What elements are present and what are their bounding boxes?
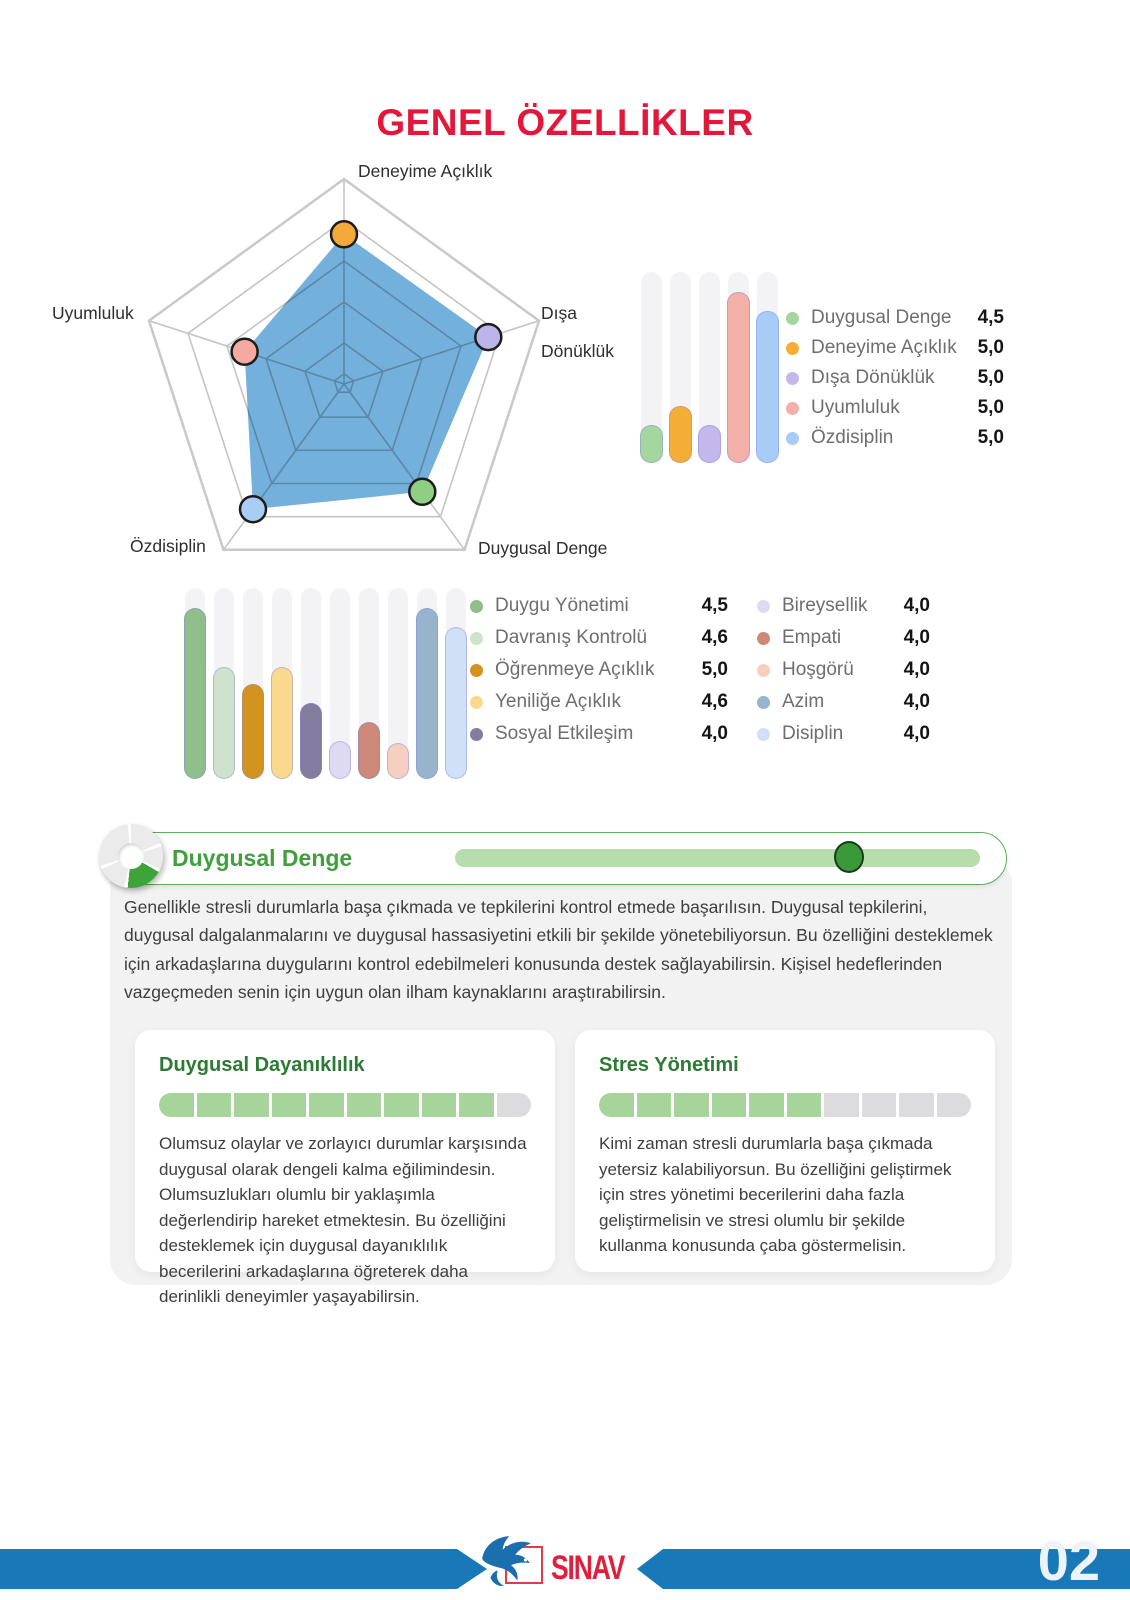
legend-label: Uyumluluk: [811, 397, 900, 418]
progress-segment: [347, 1093, 382, 1117]
legend-item: [757, 590, 930, 622]
legend-color-dot: [757, 728, 770, 741]
bar-track: [670, 272, 691, 462]
bar-fill-davranış-kontrolü: [213, 667, 235, 779]
progress-segment: [497, 1093, 532, 1117]
page-title: GENEL ÖZELLİKLER: [376, 102, 754, 143]
bar-track: [301, 588, 321, 778]
legend-label: Hoşgörü: [782, 659, 854, 680]
legend-color-dot: [757, 664, 770, 677]
progress-segment: [197, 1093, 232, 1117]
legend-item: [470, 718, 728, 750]
legend-label: Empati: [782, 627, 842, 648]
page-number: 02: [1037, 1529, 1100, 1592]
legend-item: [786, 363, 1004, 393]
legend-item: [786, 423, 1004, 453]
progress-segment: [674, 1093, 709, 1117]
legend-item: [757, 718, 930, 750]
legend-label: Duygu Yönetimi: [495, 595, 629, 616]
legend-color-dot: [786, 402, 799, 415]
trait-section-title: Duygusal Denge: [172, 845, 353, 871]
subtraits-legend-left: [470, 590, 728, 750]
bar-track: [214, 588, 234, 778]
eagle-icon: [477, 1533, 539, 1591]
bar-fill-öğrenmeye-açıklık: [242, 684, 264, 779]
donut-chart-icon: [99, 824, 163, 888]
subtraits-legend-right: [757, 590, 930, 750]
bar-fill-sosyal-etkileşim: [300, 703, 322, 779]
legend-label: Azim: [782, 691, 825, 712]
legend-value: 4,5: [701, 595, 728, 616]
legend-color-dot: [757, 696, 770, 709]
progress-segment: [234, 1093, 269, 1117]
radar-data-point: [331, 221, 357, 247]
legend-value: 5,0: [977, 397, 1004, 418]
legend-color-dot: [470, 664, 483, 677]
subtrait-card-duygusal-dayaniklilik: [135, 1030, 555, 1306]
progress-segment: [937, 1093, 972, 1117]
bar-fill-özdisiplin: [756, 311, 779, 463]
radar-data-point: [240, 496, 266, 522]
legend-color-dot: [470, 728, 483, 741]
legend-value: 4,5: [977, 307, 1004, 328]
card-title: Duygusal Dayanıklılık: [159, 1054, 365, 1076]
slider-knob[interactable]: [834, 841, 864, 873]
legend-label: Davranış Kontrolü: [495, 627, 648, 648]
legend-item: [470, 622, 728, 654]
legend-label: Yeniliğe Açıklık: [495, 691, 622, 712]
progress-segment: [159, 1093, 194, 1117]
radar-axis-label-duygusal-denge: Duygusal Denge: [478, 538, 608, 558]
bar-track: [272, 588, 292, 778]
legend-color-dot: [470, 696, 483, 709]
bar-track: [446, 588, 466, 778]
radar-data-point: [409, 479, 435, 505]
legend-label: Dışa Dönüklük: [811, 367, 935, 388]
progress-bar: [159, 1093, 531, 1117]
progress-segment: [272, 1093, 307, 1117]
bar-fill-hoşgörü: [387, 743, 409, 779]
legend-value: 4,6: [701, 627, 728, 648]
legend-color-dot: [786, 342, 799, 355]
bar-fill-deneyime-açıklık: [669, 406, 692, 463]
bar-fill-empati: [358, 722, 380, 779]
legend-value: 5,0: [977, 367, 1004, 388]
trait-description: Genellikle stresli durumlarla başa çıkmada ve tepkilerini kontrol etmede başarılısın. Duygusal tepkilerini, duygusal dalgalanmalarını ve duygusal hassasiyetini etkili bir şekilde yönetebiliyorsun. Bu özelliğini desteklemek için arkadaşlarına duygularını kontrol edebilmeleri konusunda destek sağlayabilirsin. Kişisel hedeflerinden vazgeçmeden senin için uygun olan ilham kaynaklarını araştırabilirsin.: [124, 897, 993, 1003]
footer-ribbon-left: [0, 1549, 487, 1589]
legend-value: 4,0: [701, 723, 728, 744]
radar-data-area: [245, 234, 489, 509]
legend-value: 4,6: [701, 691, 728, 712]
legend-value: 4,0: [903, 595, 930, 616]
legend-item: [470, 590, 728, 622]
bar-track: [243, 588, 263, 778]
bar-fill-dışa-dönüklük: [698, 425, 721, 463]
legend-color-dot: [757, 600, 770, 613]
progress-segment: [384, 1093, 419, 1117]
radar-data-point: [475, 324, 501, 350]
progress-segment: [899, 1093, 934, 1117]
traits-bar-chart: [641, 272, 778, 462]
progress-segment: [824, 1093, 859, 1117]
progress-segment: [599, 1093, 634, 1117]
bar-track: [330, 588, 350, 778]
radar-axis-label-uyumluluk: Uyumluluk: [52, 303, 134, 323]
progress-segment: [862, 1093, 897, 1117]
progress-segment: [749, 1093, 784, 1117]
legend-value: 4,0: [903, 659, 930, 680]
bar-track: [728, 272, 749, 462]
legend-value: 4,0: [903, 691, 930, 712]
subtraits-bar-chart: [185, 588, 466, 778]
legend-value: 4,0: [903, 627, 930, 648]
bar-fill-duygusal-denge: [640, 425, 663, 463]
progress-segment: [787, 1093, 822, 1117]
legend-item: [786, 303, 1004, 333]
brand-name: SINAV: [551, 1549, 625, 1587]
legend-label: Disiplin: [782, 723, 844, 744]
legend-item: [470, 654, 728, 686]
legend-item: [786, 333, 1004, 363]
bar-fill-azim: [416, 608, 438, 779]
legend-item: [757, 622, 930, 654]
legend-item: [757, 686, 930, 718]
bar-track: [417, 588, 437, 778]
legend-color-dot: [470, 632, 483, 645]
card-text: Olumsuz olaylar ve zorlayıcı durumlar karşısında duygusal olarak dengeli kalma eğilimindesin. Olumsuzlukları olumlu bir yaklaşımla değerlendirip hareket etmektesin. Bu özelliğini desteklemek için duygusal dayanıklılık becerilerini arkadaşlarına öğreterek daha derinlikli deneyimler yaşayabilirsin.: [159, 1134, 527, 1306]
legend-color-dot: [786, 432, 799, 445]
legend-item: [470, 686, 728, 718]
trait-score-slider: [455, 849, 980, 867]
subtrait-card-stres-yonetimi: [575, 1030, 995, 1272]
progress-bar: [599, 1093, 971, 1117]
legend-value: 5,0: [701, 659, 728, 680]
legend-label: Duygusal Denge: [811, 307, 952, 328]
progress-segment: [459, 1093, 494, 1117]
progress-segment: [637, 1093, 672, 1117]
bar-fill-disiplin: [445, 627, 467, 779]
legend-label: Deneyime Açıklık: [811, 337, 957, 358]
legend-label: Sosyal Etkileşim: [495, 723, 634, 744]
traits-legend: [786, 303, 1004, 453]
legend-item: [757, 654, 930, 686]
legend-color-dot: [786, 312, 799, 325]
legend-value: 4,0: [903, 723, 930, 744]
radar-data-point: [232, 339, 258, 365]
bar-track: [699, 272, 720, 462]
legend-color-dot: [470, 600, 483, 613]
legend-label: Özdisiplin: [811, 427, 894, 448]
legend-label: Öğrenmeye Açıklık: [495, 659, 655, 680]
legend-color-dot: [786, 372, 799, 385]
progress-segment: [422, 1093, 457, 1117]
card-title: Stres Yönetimi: [599, 1054, 739, 1076]
legend-color-dot: [757, 632, 770, 645]
legend-value: 5,0: [977, 427, 1004, 448]
bar-fill-uyumluluk: [727, 292, 750, 463]
radar-axis-label-ozdisiplin: Özdisiplin: [130, 536, 206, 556]
card-text: Kimi zaman stresli durumlarla başa çıkmada yetersiz kalabiliyorsun. Bu özelliğini geliştirmek için stres yönetimi becerilerini daha fazla geliştirmelisin ve stresi olumlu bir şekilde kullanma konusunda çaba göstermelisin.: [599, 1134, 952, 1255]
bar-track: [388, 588, 408, 778]
bar-track: [185, 588, 205, 778]
progress-segment: [309, 1093, 344, 1117]
radar-axis-label-disa-donukluk: Dışa Dönüklük: [541, 303, 614, 361]
bar-fill-yeniliğe-açıklık: [271, 667, 293, 779]
bar-fill-bireysellik: [329, 741, 351, 779]
progress-segment: [712, 1093, 747, 1117]
bar-fill-duygu-yönetimi: [184, 608, 206, 779]
legend-value: 5,0: [977, 337, 1004, 358]
radar-axis-label-deneyime-aciklik: Deneyime Açıklık: [358, 161, 493, 181]
bar-track: [757, 272, 778, 462]
legend-item: [786, 393, 1004, 423]
bar-track: [641, 272, 662, 462]
legend-label: Bireysellik: [782, 595, 868, 616]
bar-track: [359, 588, 379, 778]
